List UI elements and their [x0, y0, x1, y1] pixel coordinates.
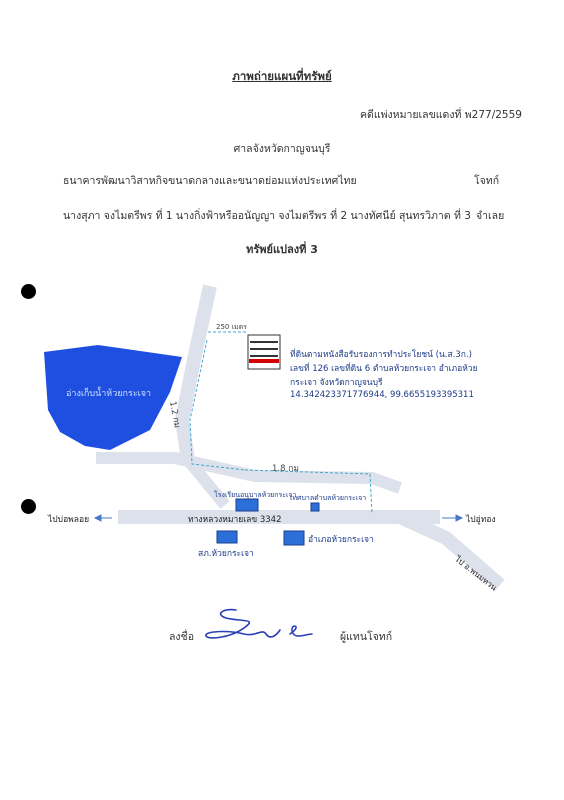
distance-vertical-label: 1.2 กม [167, 400, 182, 429]
district-office-marker [284, 531, 304, 545]
sign-label: ลงชื่อ [169, 631, 194, 643]
defendant-role: จำเลย [476, 210, 505, 222]
property-marker [248, 335, 280, 369]
document-title: ภาพถ่ายแผนที่ทรัพย์ [232, 69, 332, 83]
property-coordinates: 14.342423371776944, 99.6655193395311 [290, 390, 474, 400]
arrow-right-head [456, 515, 462, 521]
police-label: สภ.ห้วยกระเจา [198, 549, 254, 559]
municipality-label: เทศบาลตำบลห้วยกระเจา [290, 494, 367, 502]
highway-label: ทางหลวงหมายเลข 3342 [188, 515, 282, 525]
arrow-left-head [95, 515, 101, 521]
asset-heading: ทรัพย์แปลงที่ 3 [246, 243, 318, 256]
municipality-marker [311, 503, 319, 511]
distance-top-label: 250 เมตร [216, 323, 247, 331]
case-number: พ277/2559 [464, 109, 522, 121]
diagonal-destination-label: ไป อ.พนมทวน [453, 554, 499, 593]
district-office-label: อำเภอห้วยกระเจา [308, 535, 374, 545]
police-marker [217, 531, 237, 543]
court-name: ศาลจังหวัดกาญจนบุรี [233, 143, 331, 155]
plaintiff-role: โจทก์ [474, 175, 500, 187]
property-desc-2: เลขที่ 126 เลขที่ดิน 6 ตำบลห้วยกระเจา อำเภอห้วย [290, 364, 478, 374]
case-label: คดีแพ่งหมายเลขแดงที่ [360, 109, 462, 121]
plaintiff-name: ธนาคารพัฒนาวิสาหกิจขนาดกลางและขนาดย่อมแห่งประเทศไทย [63, 175, 357, 187]
distance-horizontal-label: 1.8 กม [272, 464, 299, 474]
defendants-names: นางสุภา จงไมตรีพร ที่ 1 นางกิ่งฟ้าหรืออนัญญา จงไมตรีพร ที่ 2 นางทัศนีย์ สุนทรวิภาต ที่ 3 [63, 210, 471, 222]
right-destination-label: ไปอู่ทอง [466, 515, 496, 525]
reservoir-label: อ่างเก็บน้ำห้วยกระเจา [66, 389, 152, 399]
property-desc-1: ที่ดินตามหนังสือรับรองการทำประโยชน์ (น.ส.3ก.) [290, 350, 472, 360]
road-lower-east [96, 458, 400, 488]
road-north [182, 286, 210, 460]
school-label: โรงเรียนอนุบาลห้วยกระเจา [214, 491, 297, 499]
handwritten-signature [200, 604, 320, 648]
representative-label: ผู้แทนโจทก์ [340, 631, 393, 643]
left-destination-label: ไปบ่อพลอย [48, 515, 90, 525]
property-desc-3: กระเจา จังหวัดกาญจนบุรี [290, 378, 383, 388]
